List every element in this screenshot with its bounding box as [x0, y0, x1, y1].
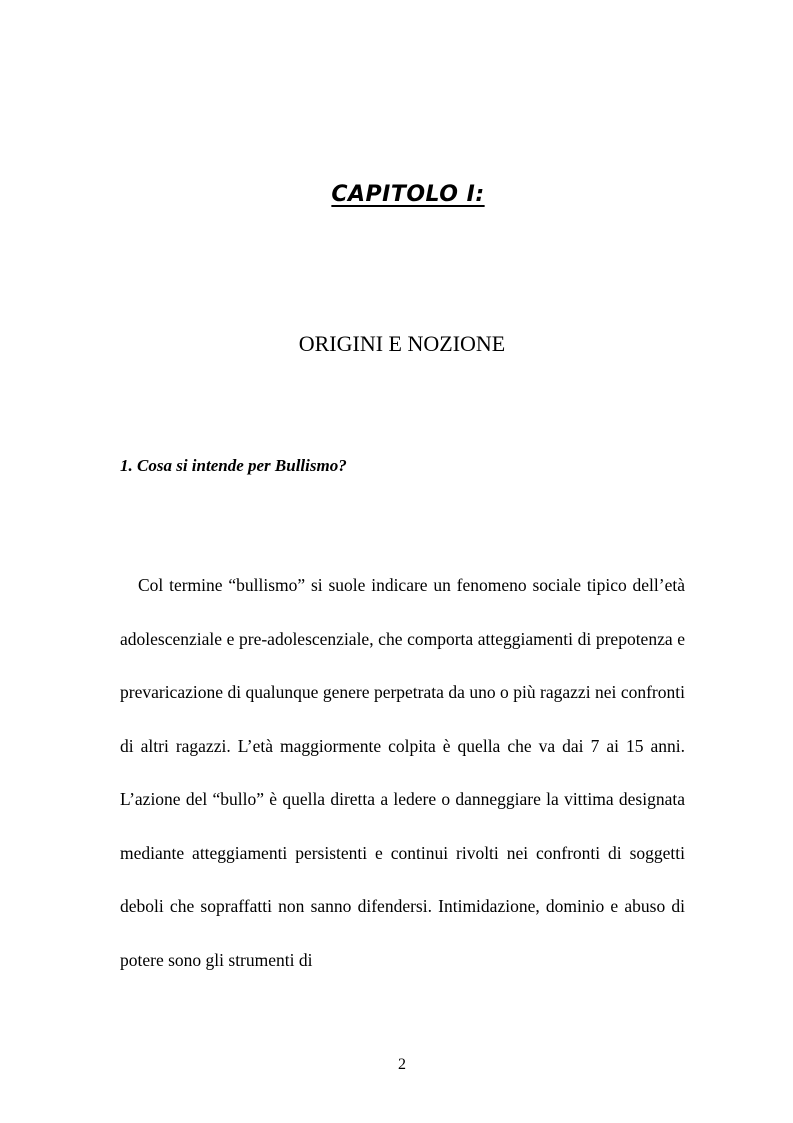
section-title: ORIGINI E NOZIONE: [298, 331, 506, 356]
subsection-heading: 1. Cosa si intende per Bullismo?: [120, 456, 347, 475]
page-number: 2: [398, 1056, 406, 1073]
body-paragraph: Col termine “bullismo” si suole indicare un fenomeno sociale tipico dell’età adolescenziale e pre-adolescenziale, che comporta atteggiamenti di prepotenza e prevaricazione di qualunque genere perpetrata da uno o più ragazzi nei confronti di altri ragazzi. L’età maggiormente colpita è quella che va dai 7 ai 15 anni. L’azione del “bullo” è quella diretta a ledere o danneggiare la vittima designata mediante atteggiamenti persistenti e continui rivolti nei confronti di soggetti deboli che sopraffatti non sanno difendersi. Intimidazione, dominio e abuso di potere sono gli strumenti di: [120, 575, 685, 970]
chapter-title: CAPITOLO I:: [331, 182, 485, 207]
